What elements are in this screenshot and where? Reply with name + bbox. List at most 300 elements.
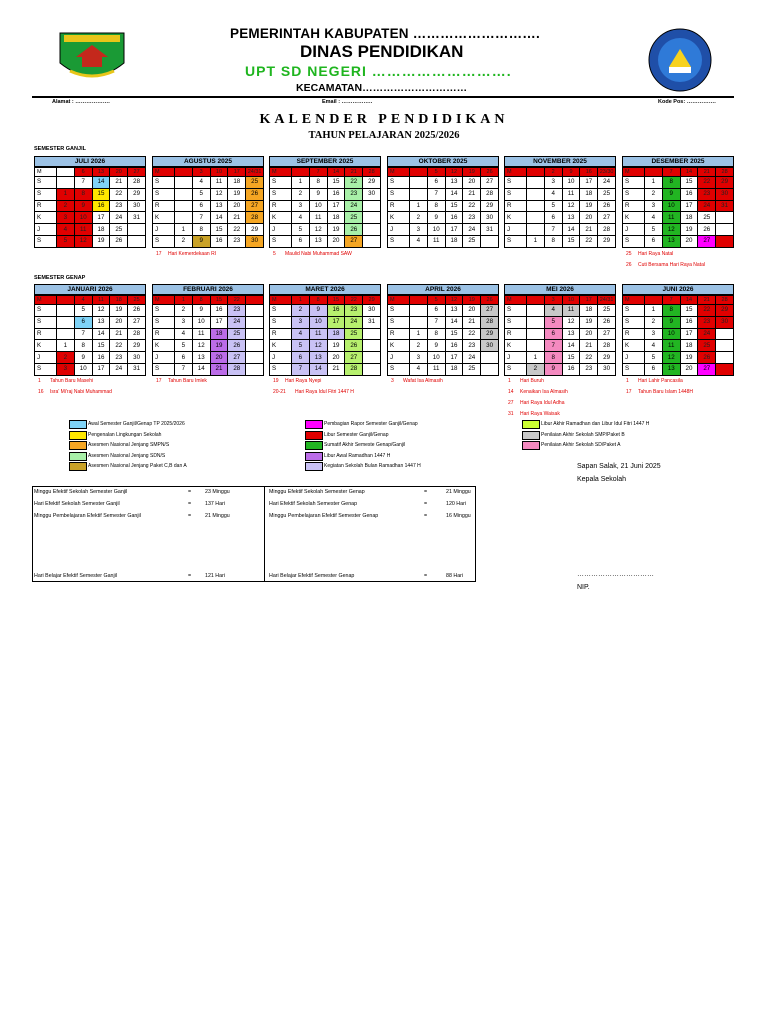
day-cell: 19 [463, 168, 481, 177]
address-field: Alamat : ………………. [52, 99, 110, 105]
legend-label: Pembagian Rapor Semester Ganjil/Genap [324, 421, 418, 427]
summary-cell: = [424, 489, 428, 495]
signature-nip: NIP. [577, 584, 590, 591]
day-cell: 30 [716, 188, 734, 200]
day-cell: 23 [345, 305, 363, 317]
day-cell: 8 [74, 188, 92, 200]
day-cell: 29 [481, 200, 499, 212]
day-cell: 29 [363, 177, 381, 189]
day-cell [246, 363, 264, 375]
day-cell: 28 [481, 188, 499, 200]
day-cell [481, 363, 499, 375]
day-cell: 19 [680, 352, 698, 364]
day-cell: 10 [562, 177, 580, 189]
weekday-label: S [505, 235, 527, 247]
month-title: MARET 2026 [269, 284, 381, 295]
day-cell: 19 [110, 305, 128, 317]
weekday-label: S [505, 188, 527, 200]
day-cell: 4 [57, 224, 75, 236]
day-cell: 23 [228, 305, 246, 317]
day-cell: 26 [345, 340, 363, 352]
weekday-label: J [388, 352, 410, 364]
month-calendar [387, 284, 499, 376]
holiday-note: 17 Hari Kemerdekaan RI [156, 251, 217, 257]
weekday-label: M [35, 168, 57, 177]
legend-label: Libur Akhir Ramadhan dan Libur Idul Fitri 1447 H [541, 421, 650, 427]
ministry-emblem-icon [647, 27, 713, 93]
day-cell: 25 [128, 296, 146, 305]
day-cell: 24 [698, 200, 716, 212]
day-cell: 16 [680, 188, 698, 200]
day-cell: 22 [698, 177, 716, 189]
day-cell: 23 [463, 340, 481, 352]
day-cell: 14 [680, 296, 698, 305]
day-cell: 14 [327, 168, 345, 177]
weekday-label: M [270, 168, 292, 177]
weekday-label: S [270, 177, 292, 189]
day-cell: 3 [645, 328, 663, 340]
day-cell [57, 316, 75, 328]
weekday-label: R [270, 328, 292, 340]
day-cell: 13 [662, 363, 680, 375]
weekday-label: S [35, 235, 57, 247]
day-cell: 3 [175, 316, 193, 328]
day-cell: 14 [309, 363, 327, 375]
month-calendar [504, 156, 616, 248]
summary-cell: Hari Efektif Sekolah Semester Ganjil [34, 501, 120, 507]
legend-swatch [305, 462, 323, 471]
day-cell [57, 305, 75, 317]
day-cell: 27 [598, 328, 616, 340]
day-cell: 30 [716, 316, 734, 328]
legend-swatch [69, 420, 87, 429]
day-cell: 22 [580, 235, 598, 247]
day-cell: 18 [228, 177, 246, 189]
day-cell: 7 [427, 316, 445, 328]
weekday-label: R [505, 200, 527, 212]
day-cell: 14 [445, 316, 463, 328]
day-cell [410, 316, 428, 328]
day-cell: 28 [228, 363, 246, 375]
summary-cell: 137 Hari [205, 501, 226, 507]
day-cell: 1 [527, 352, 545, 364]
day-cell: 21 [345, 168, 363, 177]
day-cell: 26 [481, 296, 499, 305]
email-field: Email : …………….. [322, 99, 373, 105]
day-cell: 6 [292, 235, 310, 247]
day-cell: 30 [246, 235, 264, 247]
day-cell: 19 [327, 224, 345, 236]
month-calendar [152, 284, 264, 376]
day-cell: 22 [463, 200, 481, 212]
header-line-school: UPT SD NEGERI ………………………. [245, 63, 512, 79]
day-cell: 18 [110, 296, 128, 305]
day-cell: 11 [92, 296, 110, 305]
day-cell [527, 316, 545, 328]
weekday-label: M [388, 296, 410, 305]
day-cell: 6 [645, 235, 663, 247]
weekday-label: K [388, 340, 410, 352]
month-title: MEI 2026 [504, 284, 616, 295]
day-cell: 25 [463, 363, 481, 375]
day-cell: 17 [228, 168, 246, 177]
legend-label: Asesmen Nasional Jenjang Paket C,B dan A [88, 463, 187, 469]
weekday-label: K [153, 340, 175, 352]
day-cell: 17 [680, 200, 698, 212]
day-cell: 10 [309, 316, 327, 328]
day-cell: 3 [192, 168, 210, 177]
legend-label: Kegiatan Sekolah Bulan Ramadhan 1447 H [324, 463, 421, 469]
day-cell: 3 [292, 316, 310, 328]
day-cell [57, 296, 75, 305]
weekday-label: S [35, 305, 57, 317]
day-cell: 29 [481, 328, 499, 340]
day-cell: 13 [562, 328, 580, 340]
day-cell [410, 305, 428, 317]
day-cell: 10 [210, 168, 228, 177]
weekday-label: J [153, 352, 175, 364]
day-cell [527, 340, 545, 352]
month-calendar [152, 156, 264, 248]
day-cell: 2 [645, 188, 663, 200]
day-cell: 21 [698, 168, 716, 177]
day-cell [645, 296, 663, 305]
day-cell: 23/30 [598, 168, 616, 177]
legend-label: Sumatif Akhir Semeste Genap/Ganjil [324, 442, 406, 448]
day-cell [363, 363, 381, 375]
month-title: SEPTEMBER 2025 [269, 156, 381, 167]
day-cell: 22 [698, 305, 716, 317]
day-cell: 11 [427, 363, 445, 375]
day-cell: 16 [445, 212, 463, 224]
day-cell: 1 [410, 200, 428, 212]
weekday-label: S [623, 305, 645, 317]
day-cell: 21 [327, 363, 345, 375]
day-cell: 7 [427, 188, 445, 200]
day-cell: 27 [128, 168, 146, 177]
summary-cell: 88 Hari [446, 573, 464, 579]
day-cell: 9 [309, 188, 327, 200]
day-cell: 21 [580, 224, 598, 236]
day-cell: 8 [544, 235, 562, 247]
day-cell: 16 [92, 352, 110, 364]
day-cell: 23 [345, 188, 363, 200]
day-cell: 28 [598, 340, 616, 352]
weekday-label: R [35, 200, 57, 212]
day-cell: 9 [74, 200, 92, 212]
semester-even-label: SEMESTER GENAP [34, 275, 86, 281]
summary-cell: Minggu Pembelajaran Efektif Semester Ganjil [34, 513, 141, 519]
day-cell: 10 [192, 316, 210, 328]
weekday-label: M [623, 168, 645, 177]
day-cell: 22 [580, 352, 598, 364]
day-cell [246, 340, 264, 352]
holiday-note: 1 Hari Buruh [508, 378, 544, 384]
legend-swatch [305, 452, 323, 461]
day-cell: 24/31 [246, 168, 264, 177]
day-cell: 3 [544, 177, 562, 189]
day-cell: 25 [246, 177, 264, 189]
holiday-note: 31 Hari Raya Waisak [508, 411, 560, 417]
day-cell: 20 [580, 212, 598, 224]
day-cell [363, 352, 381, 364]
day-cell: 13 [445, 177, 463, 189]
day-cell: 31 [363, 316, 381, 328]
day-cell [527, 212, 545, 224]
day-cell: 8 [427, 200, 445, 212]
day-cell: 18 [580, 305, 598, 317]
day-cell [410, 168, 428, 177]
holiday-note: 27 Hari Raya Idul Adha [508, 400, 565, 406]
day-cell: 27 [345, 352, 363, 364]
holiday-note: 16 Isra' Mi'raj Nabi Muhammad [38, 389, 112, 395]
day-cell [527, 177, 545, 189]
day-cell: 5 [427, 296, 445, 305]
day-cell: 29 [128, 188, 146, 200]
summary-cell: 121 Hari [205, 573, 226, 579]
day-cell [645, 168, 663, 177]
day-cell: 28 [345, 363, 363, 375]
weekday-label: S [388, 316, 410, 328]
day-cell: 5 [645, 352, 663, 364]
day-cell: 23 [110, 200, 128, 212]
day-cell: 28 [481, 316, 499, 328]
day-cell: 6 [544, 212, 562, 224]
day-cell: 7 [175, 363, 193, 375]
day-cell: 4 [544, 305, 562, 317]
day-cell: 25 [698, 212, 716, 224]
day-cell: 3 [57, 363, 75, 375]
weekday-label: M [505, 296, 527, 305]
day-cell: 27 [698, 235, 716, 247]
day-cell: 8 [662, 177, 680, 189]
day-cell [363, 340, 381, 352]
day-cell: 8 [309, 177, 327, 189]
weekday-label: S [270, 235, 292, 247]
day-cell: 4 [175, 328, 193, 340]
weekday-label: J [505, 352, 527, 364]
page-title: KALENDER PENDIDIKAN [259, 112, 509, 127]
summary-cell: = [424, 573, 428, 579]
weekday-label: M [505, 168, 527, 177]
holiday-note: 25 Hari Raya Natal [626, 251, 674, 257]
month-calendar [34, 284, 146, 376]
day-cell: 21 [110, 177, 128, 189]
day-cell: 21 [210, 363, 228, 375]
legend-swatch [69, 441, 87, 450]
day-cell: 7 [74, 328, 92, 340]
day-cell: 5 [175, 340, 193, 352]
month-title: APRIL 2026 [387, 284, 499, 295]
month-calendar [622, 156, 734, 248]
day-cell: 1 [175, 224, 193, 236]
day-cell: 17 [92, 363, 110, 375]
weekday-label: S [623, 316, 645, 328]
day-cell: 21 [228, 212, 246, 224]
weekday-label: S [388, 188, 410, 200]
day-cell: 25 [598, 305, 616, 317]
day-cell: 19 [228, 188, 246, 200]
day-cell: 26 [345, 224, 363, 236]
month-calendar [504, 284, 616, 376]
day-cell: 12 [92, 305, 110, 317]
day-cell: 12 [562, 316, 580, 328]
day-cell: 12 [210, 188, 228, 200]
holiday-note: 19 Hari Raya Nyepi [273, 378, 322, 384]
day-cell: 13 [92, 168, 110, 177]
day-cell: 24 [345, 200, 363, 212]
day-cell: 4 [292, 212, 310, 224]
day-cell: 28 [716, 296, 734, 305]
day-cell: 13 [445, 305, 463, 317]
day-cell: 10 [562, 296, 580, 305]
day-cell: 11 [74, 224, 92, 236]
weekday-label: J [623, 224, 645, 236]
legend-swatch [69, 452, 87, 461]
day-cell: 27 [228, 352, 246, 364]
day-cell [363, 235, 381, 247]
day-cell: 31 [481, 224, 499, 236]
day-cell: 13 [662, 235, 680, 247]
day-cell: 3 [410, 224, 428, 236]
weekday-label: S [270, 188, 292, 200]
summary-cell: 120 Hari [446, 501, 467, 507]
day-cell: 9 [544, 363, 562, 375]
weekday-label: S [153, 363, 175, 375]
day-cell: 4 [645, 340, 663, 352]
month-calendar [269, 284, 381, 376]
day-cell: 12 [662, 352, 680, 364]
day-cell: 27 [598, 212, 616, 224]
header-line-government: PEMERINTAH KABUPATEN ………………………. [230, 26, 540, 41]
summary-cell: = [188, 513, 192, 519]
header-divider [32, 96, 734, 98]
day-cell: 9 [427, 212, 445, 224]
day-cell: 14 [562, 340, 580, 352]
day-cell: 11 [662, 340, 680, 352]
day-cell: 18 [580, 188, 598, 200]
day-cell: 11 [309, 212, 327, 224]
weekday-label: K [505, 340, 527, 352]
header-line-district: KECAMATAN………………………… [296, 82, 468, 94]
day-cell: 23 [580, 363, 598, 375]
weekday-label: J [270, 224, 292, 236]
month-title: AGUSTUS 2025 [152, 156, 264, 167]
day-cell [527, 168, 545, 177]
day-cell: 22 [228, 224, 246, 236]
day-cell: 8 [74, 340, 92, 352]
day-cell: 6 [645, 363, 663, 375]
day-cell: 31 [128, 212, 146, 224]
day-cell: 24/31 [598, 296, 616, 305]
day-cell: 7 [309, 168, 327, 177]
day-cell: 19 [580, 316, 598, 328]
day-cell: 1 [57, 340, 75, 352]
holiday-note: 1 Hari Lahir Pancasila [626, 378, 683, 384]
day-cell: 10 [662, 200, 680, 212]
day-cell: 17 [680, 328, 698, 340]
day-cell: 28 [598, 224, 616, 236]
day-cell [128, 235, 146, 247]
day-cell [527, 305, 545, 317]
weekday-label: S [270, 363, 292, 375]
letterhead [0, 0, 768, 110]
day-cell: 22 [345, 296, 363, 305]
day-cell: 7 [74, 177, 92, 189]
day-cell [716, 352, 734, 364]
day-cell: 4 [74, 296, 92, 305]
weekday-label: K [505, 212, 527, 224]
day-cell: 10 [74, 212, 92, 224]
day-cell: 26 [128, 305, 146, 317]
day-cell: 25 [228, 328, 246, 340]
day-cell: 22 [345, 177, 363, 189]
day-cell: 15 [680, 305, 698, 317]
day-cell: 19 [327, 340, 345, 352]
weekday-label: K [35, 212, 57, 224]
day-cell: 2 [175, 235, 193, 247]
day-cell: 30 [128, 352, 146, 364]
day-cell: 15 [92, 188, 110, 200]
day-cell: 3 [410, 352, 428, 364]
day-cell: 7 [192, 212, 210, 224]
weekday-label: S [153, 305, 175, 317]
day-cell: 2 [527, 363, 545, 375]
legend-swatch [69, 431, 87, 440]
weekday-label: S [388, 177, 410, 189]
holiday-note: 17 Tahun Baru Islam 1448H [626, 389, 694, 395]
day-cell: 30 [128, 200, 146, 212]
day-cell: 17 [445, 352, 463, 364]
day-cell: 18 [327, 328, 345, 340]
holiday-note: 20-21 Hari Raya Idul Fitri 1447 H [273, 389, 354, 395]
day-cell: 27 [698, 363, 716, 375]
weekday-label: R [153, 200, 175, 212]
day-cell: 23 [698, 316, 716, 328]
day-cell: 20 [228, 200, 246, 212]
day-cell: 9 [309, 305, 327, 317]
day-cell: 17 [445, 224, 463, 236]
day-cell: 14 [445, 188, 463, 200]
day-cell: 5 [645, 224, 663, 236]
day-cell: 14 [210, 212, 228, 224]
day-cell: 26 [481, 168, 499, 177]
weekday-label: S [35, 188, 57, 200]
weekday-label: K [623, 340, 645, 352]
day-cell: 24 [463, 352, 481, 364]
weekday-label: K [153, 212, 175, 224]
day-cell: 6 [192, 200, 210, 212]
legend-label: Libur Semester Ganjil/Genap [324, 431, 389, 438]
day-cell: 24 [598, 177, 616, 189]
day-cell [481, 235, 499, 247]
day-cell: 13 [210, 200, 228, 212]
day-cell [57, 328, 75, 340]
day-cell: 23 [463, 212, 481, 224]
day-cell [246, 296, 264, 305]
day-cell: 1 [645, 305, 663, 317]
month-title: JUNI 2026 [622, 284, 734, 295]
day-cell: 27 [128, 316, 146, 328]
day-cell: 25 [463, 235, 481, 247]
day-cell: 29 [128, 340, 146, 352]
day-cell: 27 [246, 200, 264, 212]
day-cell: 25 [598, 188, 616, 200]
day-cell: 20 [580, 328, 598, 340]
day-cell: 4 [410, 235, 428, 247]
day-cell: 26 [246, 188, 264, 200]
day-cell: 10 [74, 363, 92, 375]
